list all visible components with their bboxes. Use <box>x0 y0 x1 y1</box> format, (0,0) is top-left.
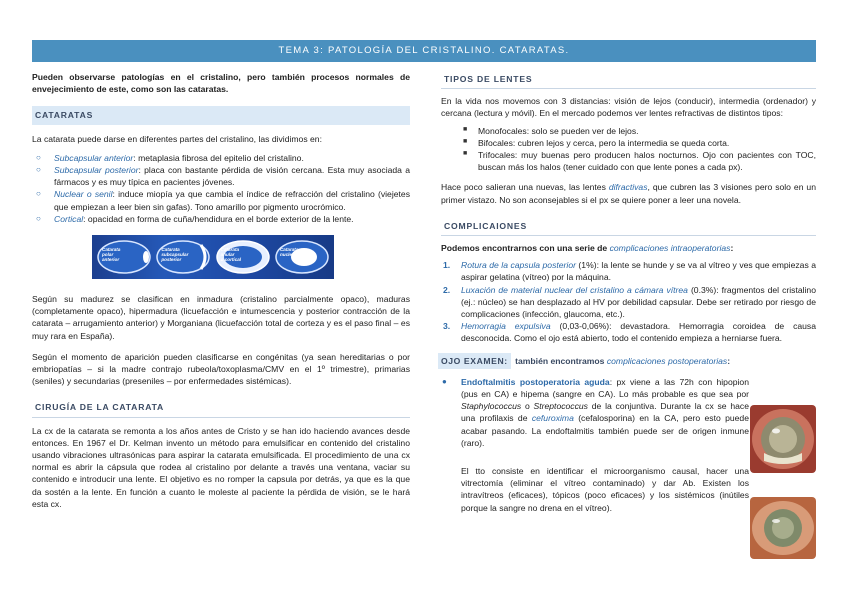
lens-label-line: posterior <box>161 257 182 263</box>
term-difractivas: difractivas <box>608 182 648 193</box>
cataract-types-figure <box>92 235 334 279</box>
item-text: : metaplasia fibrosa del epitelio del cristalino. <box>133 152 304 163</box>
list-item <box>34 213 410 225</box>
term-subcapsular-anterior: Subcapsular anterior <box>54 152 134 163</box>
lens-label-line: nuclear <box>279 252 297 258</box>
text-span: , que cubren las 3 visiones pero solo en un primer vistazo. No son aconsejables si el px se quiere poner a leer una novela. <box>441 182 816 205</box>
page-title: TEMA 3: PATOLOGÍA DEL CRISTALINO. CATARATAS. <box>278 45 570 56</box>
tipos-lead: En la vida nos movemos con 3 distancias: visión de lejos (conducir), intermedia (ordenador) y cercana (lectura y móvil). En el mercado podemos ver lentes refractivas de distintos tipos: <box>441 96 816 119</box>
complicaciones-lead <box>441 242 816 254</box>
term-hemorragia: Hemorragia expulsiva <box>461 321 551 332</box>
item-text: (0,03-0,06%): devastadora. Hemorragia coroidea de causa desconocida. Como el ojo está abierto, todo el contenido empieza a herniarse fuera. <box>461 321 816 344</box>
list-number: 1. <box>443 260 451 271</box>
term-postoperatorias: complicaciones postoperatorias <box>606 355 728 366</box>
lens-anular-cortical <box>215 239 271 275</box>
circle-bullet-icon: ○ <box>36 213 41 223</box>
intro-paragraph: Pueden observarse patologías en el cristalino, pero también procesos normales de envejecimiento de este, como son las cataratas. <box>32 72 410 95</box>
ojo-examen-line <box>441 353 816 369</box>
circle-bullet-icon: ○ <box>36 165 41 175</box>
lens-label-line: polar <box>102 252 114 258</box>
list-item <box>34 188 410 212</box>
list-item <box>441 320 816 344</box>
lens-label-line: subcapsular <box>161 252 189 258</box>
lens-label-line: Catarata <box>279 247 299 253</box>
item-text: Monofocales: solo se pueden ver de lejos. <box>478 125 639 136</box>
circle-bullet-icon: ○ <box>36 152 41 162</box>
endophthalmitis-eye-photo <box>750 405 816 473</box>
term-subcapsular-posterior: Subcapsular posterior <box>54 165 139 176</box>
square-bullet-icon: ■ <box>463 150 468 158</box>
list-item <box>463 149 816 173</box>
text-span: (cefalosporina) en la CA, pero esto puede acabar pasando. La endoftalmitis también puede ser de origen inmune (raro). <box>461 413 749 448</box>
madurez-paragraph: Según su madurez se clasifican en inmadura (cristalino parcialmente opaco), maduras (completamente opaco), hipermadura (licuefacción e intumescencia y posterior contracción de la catarata – arrugamiento anterior) y Morganiana (licuefacción total de corteza y es el paso final – es muy rara en España). <box>32 294 410 341</box>
item-text: (1%): la lente se hunde y se va al vítreo y ves que empiezas a aspirar gelatina (vítreo) por la máquina. <box>461 260 816 283</box>
lens-label-line: o cortical <box>220 257 242 263</box>
list-item <box>34 152 410 164</box>
lens-label-line: Catarata <box>161 247 180 253</box>
section-heading-cataratas: CATARATAS <box>32 106 410 124</box>
cataract-types-list <box>34 152 410 225</box>
lens-label-line: Catarata <box>220 247 240 253</box>
term-cefuroxima: cefuroxima <box>531 413 574 424</box>
endoftalmitis-block <box>441 376 749 449</box>
dot-bullet-icon: ● <box>442 376 447 386</box>
term-rotura: Rotura de la capsula posterior <box>461 260 576 271</box>
left-column <box>32 70 410 510</box>
list-number: 2. <box>443 284 451 295</box>
list-item <box>34 164 410 188</box>
square-bullet-icon: ■ <box>463 137 468 145</box>
endoftalmitis-paragraph <box>441 376 749 449</box>
text-span: : px viene a las 72h con hipopion (pus en CA) e hipema (sangre en CA). Lo más probable es que sea por <box>461 376 749 400</box>
item-text: : opacidad en forma de cuña/hendidura en el borde exterior de la lente. <box>83 213 354 224</box>
text-span: o <box>521 401 534 412</box>
text-span: Hace poco salieran una nuevas, las lentes <box>441 182 609 193</box>
difractivas-paragraph <box>441 181 816 205</box>
item-text: : induce miopía ya que cambia el índice de refracción del cristalino (viejetes que empiezan a leer bien sin gafas). Tono amarillo por pigmento urocrómico. <box>54 189 410 212</box>
text-span: de la conjuntiva. Durante la cx se hace una profilaxis de <box>461 401 749 424</box>
cataratas-lead: La catarata puede darse en diferentes partes del cristalino, las dividimos en: <box>32 133 322 144</box>
complications-list <box>441 259 816 344</box>
item-text: : placa con bastante pérdida de visión cercana. Esta muy asociada a fármacos y es muy típica en pacientes jóvenes. <box>54 165 410 188</box>
section-heading-complicaciones: COMPLICAIONES <box>441 217 816 236</box>
lens-nuclear <box>274 239 330 275</box>
lens-label-line: Catarata <box>102 247 121 253</box>
item-text: Trifocales: muy buenas pero producen halos nocturnos. Ojo con pacientes con TOC, buscan más los halos (tener cuidado con que lente pones a cada px). <box>478 150 816 173</box>
exam-badge: OJO EXAMEN: <box>438 353 511 369</box>
circle-bullet-icon: ○ <box>36 189 41 199</box>
text-span: Podemos encontrarnos con una serie de <box>441 243 610 254</box>
term-staphylococcus: Staphylococcus <box>461 401 522 412</box>
text-span: : <box>727 355 731 366</box>
term-streptococcus: Streptococcus <box>533 401 588 412</box>
term-nuclear: Nuclear o senil <box>54 189 113 200</box>
lens-label-line: anular <box>220 252 235 258</box>
cirugia-paragraph: La cx de la catarata se remonta a los años antes de Cristo y se han ido haciendo avances desde entonces. En 1967 el Dr. Kelman invento un método para emulsificar en contenido del cristalino usando vibraciones ultrasónicas para aspirar la catarata emulsificada. El procedimiento de una cx normal es abrir la cápsula que rodea al cristalino por delante a través una ventana, vaciar su contenido e introducir una lente. El objetivo es no romper la capsula por detrás, ya que es la que da sostén a la lente. En función a cuanto le moleste al paciente la pérdida de visión, se le hará esta cx. <box>32 425 410 509</box>
section-heading-cirugia: CIRUGÍA DE LA CATARATA <box>32 398 410 417</box>
page-header-banner <box>32 40 816 62</box>
lens-types-list <box>463 125 816 174</box>
vitrectomy-eye-photo <box>750 497 816 559</box>
list-item <box>441 284 816 321</box>
lens-label-line: anterior <box>102 257 120 263</box>
momento-paragraph: Según el momento de aparición pueden clasificarse en congénitas (ya sean hereditarias o por embriopatías – si la madre contrajo rubeola/toxoplasma/CMV en el 1º trimestre), primarias (seniles) y secundarias (preseniles – por enfermedades sistémicas). <box>32 351 410 387</box>
item-text: Bifocales: cubren lejos y cerca, pero la intermedia se queda corta. <box>478 137 730 148</box>
list-item <box>463 125 816 137</box>
item-text: (0.3%): fragmentos del cristalino (ej.: núcleo) se han desplazado al HV por debilidad capsular. Debe ser retirado por riesgo de complicaciones (infección, glaucoma, etc.). <box>461 284 816 320</box>
text-span: : <box>730 243 734 254</box>
tratamiento-paragraph: El tto consiste en identificar el microorganismo causal, hacer una vitrectomía (eliminar el vítreo contaminado) y dar Ab. Existen los intravítreos (eficaces), tópicos (poco eficaces) y los sistémicos (inútiles porque la sangre no drena en el vítreo). <box>461 466 749 513</box>
list-item <box>463 137 816 149</box>
list-number: 3. <box>443 321 451 332</box>
lens-polar-anterior <box>96 239 152 275</box>
list-item <box>441 259 816 283</box>
term-endoftalmitis: Endoftalmitis postoperatoria aguda <box>461 376 610 387</box>
square-bullet-icon: ■ <box>463 125 468 133</box>
lens-subcapsular-posterior <box>155 239 211 275</box>
term-intraoperatorias: complicaciones intraoperatorias <box>609 243 731 254</box>
term-cortical: Cortical <box>54 213 84 224</box>
text-span: también encontramos <box>512 355 607 366</box>
term-luxacion: Luxación de material nuclear del cristalino a cámara vítrea <box>461 284 688 295</box>
section-heading-tipos: TIPOS DE LENTES <box>441 70 816 89</box>
